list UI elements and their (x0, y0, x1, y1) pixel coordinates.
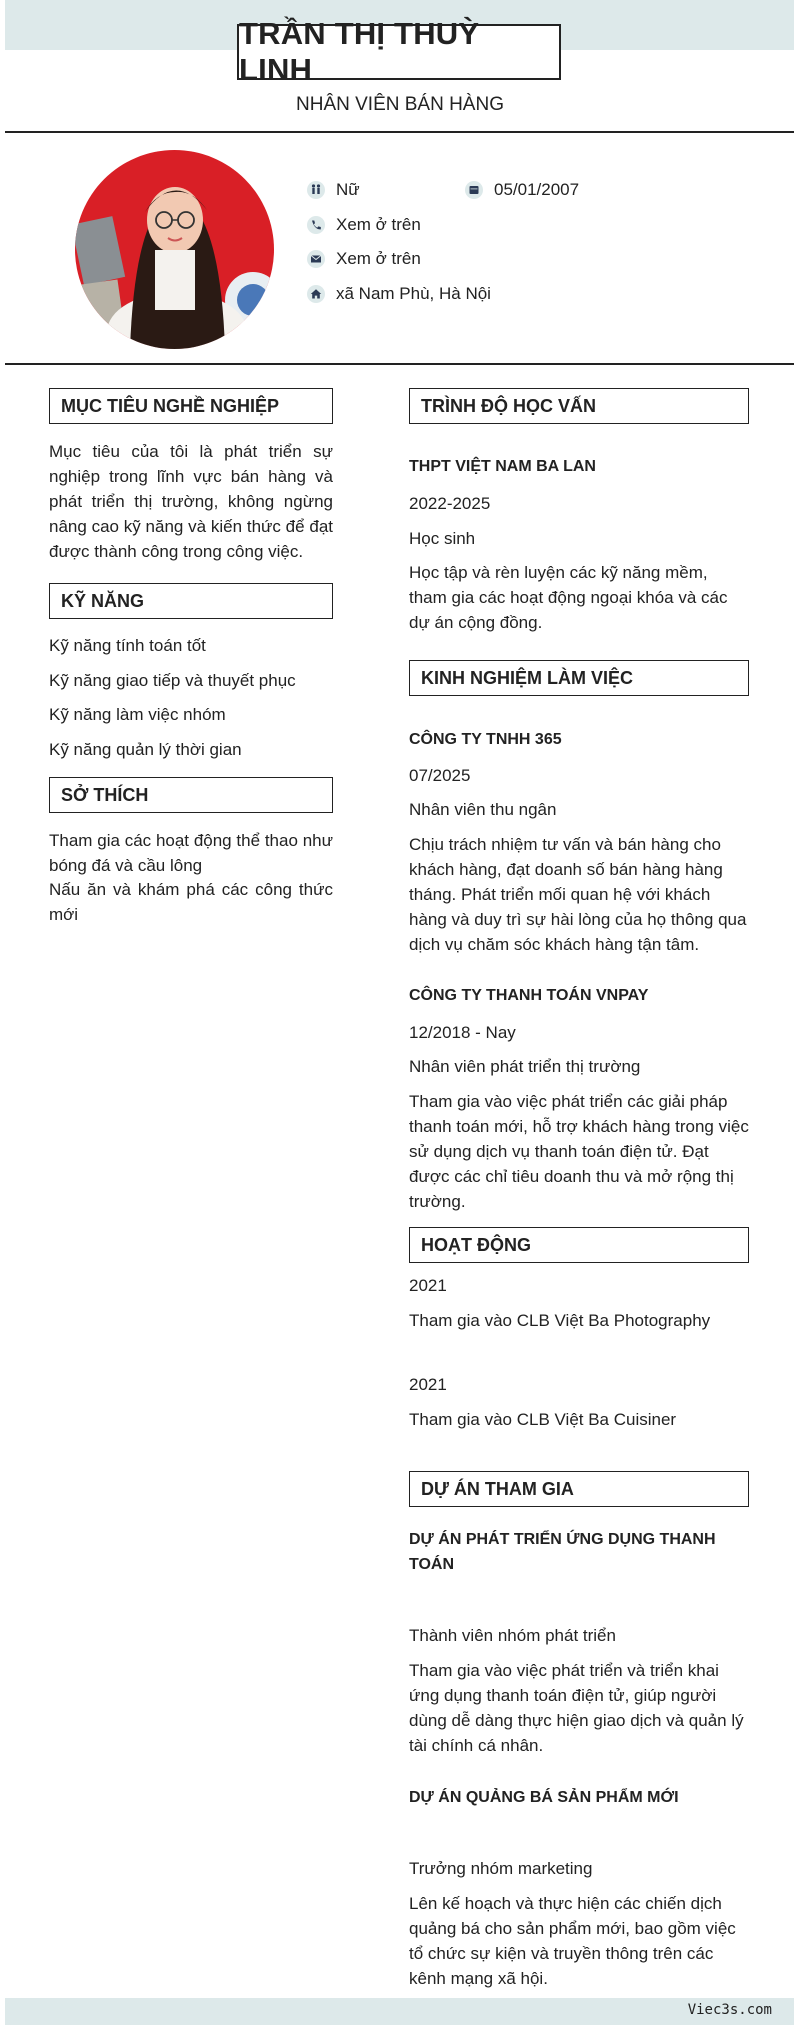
hobby-item: Tham gia các hoạt động thể thao như bóng đá và cầu lông (49, 831, 333, 875)
address-value: xã Nam Phù, Hà Nội (336, 284, 491, 303)
project-desc: Tham gia vào việc phát triển và triển khai ứng dụng thanh toán điện tử, giúp người dùng dễ dàng thực hiện giao dịch và quản lý tài chính cá nhân. (409, 1661, 744, 1755)
birthday-value: 05/01/2007 (494, 180, 580, 199)
job-desc: Tham gia vào việc phát triển các giải pháp thanh toán mới, hỗ trợ khách hàng trong việc sử dụng dịch vụ thanh toán điện tử. Đạt được các chỉ tiêu doanh thu và mở rộng thị trường. (409, 1092, 749, 1211)
job-company: CÔNG TY THANH TOÁN VNPAY (409, 987, 649, 1004)
job-title: NHÂN VIÊN BÁN HÀNG (296, 94, 504, 115)
bottom-band (5, 1998, 794, 2025)
contact-phone (307, 215, 421, 235)
project-desc: Lên kế hoạch và thực hiện các chiến dịch quảng bá cho sản phẩm mới, bao gồm việc tổ chức sự kiện và truyền thông trên các kênh mạng xã hội. (409, 1894, 736, 1988)
email-icon (307, 250, 325, 268)
project-name: DỰ ÁN QUẢNG BÁ SẢN PHẨM MỚI (409, 1789, 679, 1806)
activity-year: 2021 (409, 1375, 447, 1394)
contact-divider (5, 363, 794, 365)
hobby-item: Nấu ăn và khám phá các công thức mới (49, 880, 333, 924)
job-period: 12/2018 - Nay (409, 1023, 516, 1042)
education-header: TRÌNH ĐỘ HỌC VẤN (409, 388, 749, 424)
education-role: Học sinh (409, 529, 476, 548)
contact-address (307, 284, 491, 304)
skills-header: KỸ NĂNG (49, 583, 333, 619)
gender-value: Nữ (336, 180, 360, 199)
education-desc: Học tập và rèn luyện các kỹ năng mềm, tham gia các hoạt động ngoại khóa và các dự án cộng đồng. (409, 563, 728, 632)
skill-item: Kỹ năng tính toán tốt (49, 636, 206, 655)
footer-brand[interactable]: Viec3s.com (687, 2002, 772, 2018)
header-divider (5, 131, 794, 133)
skill-item: Kỹ năng giao tiếp và thuyết phục (49, 671, 296, 690)
objective-text: Mục tiêu của tôi là phát triển sự nghiệp trong lĩnh vực bán hàng và phát triển thị trường, không ngừng nâng cao kỹ năng và kiến thức để đạt được thành công trong công việc. (49, 442, 333, 561)
hobbies-header: SỞ THÍCH (49, 777, 333, 813)
activity-year: 2021 (409, 1276, 447, 1295)
phone-value: Xem ở trên (336, 215, 421, 234)
skill-item: Kỹ năng quản lý thời gian (49, 740, 242, 759)
experience-header: KINH NGHIỆM LÀM VIỆC (409, 660, 749, 696)
job-company: CÔNG TY TNHH 365 (409, 731, 562, 748)
objective-header: MỤC TIÊU NGHỀ NGHIỆP (49, 388, 333, 424)
job-desc: Chịu trách nhiệm tư vấn và bán hàng cho khách hàng, đạt doanh số bán hàng hàng tháng. Phát triển mối quan hệ với khách hàng và duy trì sự hài lòng của họ thông qua dịch vụ chăm sóc khách hàng tận tâm. (409, 835, 747, 954)
job-period: 07/2025 (409, 766, 471, 785)
activities-header: HOẠT ĐỘNG (409, 1227, 749, 1263)
contact-email (307, 249, 421, 269)
project-name: DỰ ÁN PHÁT TRIỂN ỨNG DỤNG THANH TOÁN (409, 1531, 716, 1573)
school-name: THPT VIỆT NAM BA LAN (409, 458, 596, 475)
activity-text: Tham gia vào CLB Việt Ba Cuisiner (409, 1410, 677, 1429)
contact-gender (307, 180, 360, 200)
email-value: Xem ở trên (336, 249, 421, 268)
education-period: 2022-2025 (409, 494, 491, 513)
calendar-icon (465, 181, 483, 199)
phone-icon (307, 216, 325, 234)
job-role: Nhân viên phát triển thị trường (409, 1057, 641, 1076)
contact-birthday (465, 180, 579, 200)
skill-item: Kỹ năng làm việc nhóm (49, 705, 226, 724)
gender-icon (307, 181, 325, 199)
profile-photo (75, 150, 274, 349)
job-role: Nhân viên thu ngân (409, 800, 557, 819)
project-role: Trưởng nhóm marketing (409, 1859, 593, 1878)
project-role: Thành viên nhóm phát triển (409, 1626, 616, 1645)
projects-header: DỰ ÁN THAM GIA (409, 1471, 749, 1507)
candidate-name: TRẦN THỊ THUỲ LINH (237, 24, 561, 80)
home-icon (307, 285, 325, 303)
activity-text: Tham gia vào CLB Việt Ba Photography (409, 1311, 711, 1330)
